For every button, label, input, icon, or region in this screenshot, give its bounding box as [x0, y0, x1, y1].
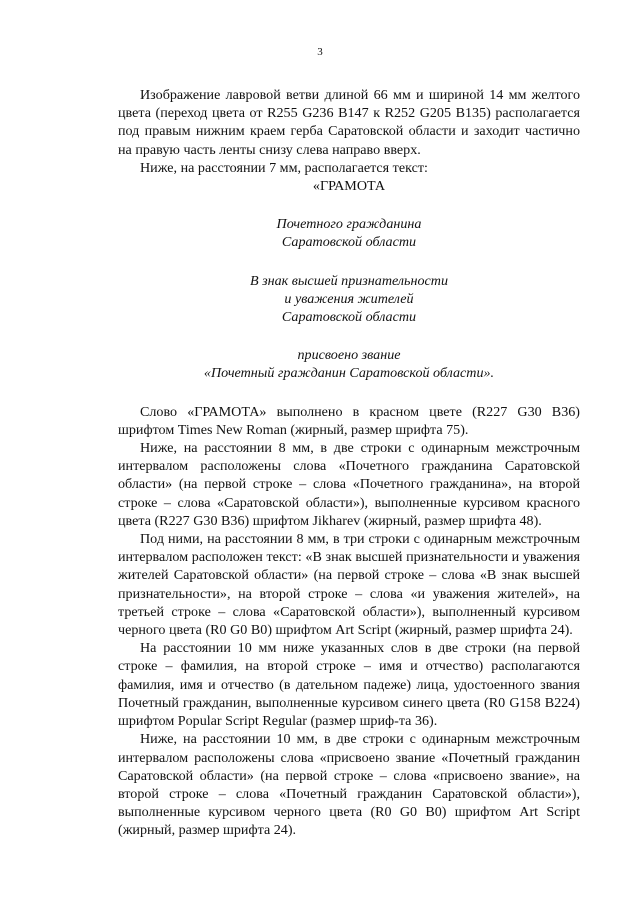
certificate-line-1: Почетного гражданина	[276, 216, 422, 233]
paragraph-name-font: На расстоянии 10 мм ниже указанных слов в две строки (на первой строке – фамилия, на второй строке – имя и отчество) располагаются фамилия, имя и отчество (в дательном падеже) лица, удостоенного звания Почетный гражданин, выполненные курсивом синего цвета (R0 G158 B224) шрифтом Popular Script Regular (размер шриф-та 36).	[118, 640, 580, 730]
paragraph-title-awarded-font: Ниже, на расстоянии 10 мм, в две строки с одинарным межстрочным интервалом расположены слова «присвоено звание «Почетный гражданин Саратовской области» (на первой строке – слова «присвоено звание», на второй строке – слова «Почетный гражданин Саратовской области»), выполненные курсивом черного цвета (R0 G0 B0) шрифтом Art Script (жирный, размер шрифта 24).	[118, 731, 580, 839]
paragraph-laurel: Изображение лавровой ветви длиной 66 мм и шириной 14 мм желтого цвета (переход цвета от R255 G236 B147 к R252 G205 B135) располагается под правым нижним краем герба Саратовской области и заходит частично на правую часть ленты снизу слева направо вверх.	[118, 87, 580, 158]
certificate-line-7: «Почетный гражданин Саратовской области».	[203, 365, 495, 382]
paragraph-gramota-font: Слово «ГРАМОТА» выполнено в красном цвете (R227 G30 B36) шрифтом Times New Roman (жирный, размер шрифта 75).	[118, 403, 580, 438]
paragraph-honorary-citizen-font: Ниже, на расстоянии 8 мм, в две строки с одинарным межстрочным интервалом расположены слова «Почетного гражданина Саратовской области» (на первой строке – слова «Почетного гражданина», на второй строке – слова «Саратовской области»), выполненные курсивом красного цвета (R227 G30 B36) шрифтом Jikharev (жирный, размер шрифта 48).	[118, 440, 580, 529]
document-body	[118, 86, 580, 840]
certificate-line-6: присвоено звание	[297, 347, 401, 364]
certificate-line-3: В знак высшей признательности	[249, 272, 448, 289]
certificate-line-4: и уважения жителей	[284, 290, 414, 307]
paragraph-gratitude-font: Под ними, на расстоянии 8 мм, в три строки с одинарным межстрочным интервалом расположен текст: «В знак высшей признательности и уважения жителей Саратовской области» (на первой строке – слова «В знак высшей признательности», на второй строке – слова «и уважения жителей», на третьей строке – слова «Саратовской области»), выполненный курсивом черного цвета (R0 G0 B0) шрифтом Art Script (жирный, размер шрифта 24).	[118, 531, 580, 639]
certificate-line-5: Саратовской области	[281, 309, 417, 326]
page-number: 3	[317, 46, 323, 58]
certificate-line-2: Саратовской области	[281, 234, 417, 251]
certificate-title: «ГРАМОТА	[312, 178, 386, 195]
paragraph-text-intro: Ниже, на расстоянии 7 мм, располагается текст:	[140, 159, 428, 176]
